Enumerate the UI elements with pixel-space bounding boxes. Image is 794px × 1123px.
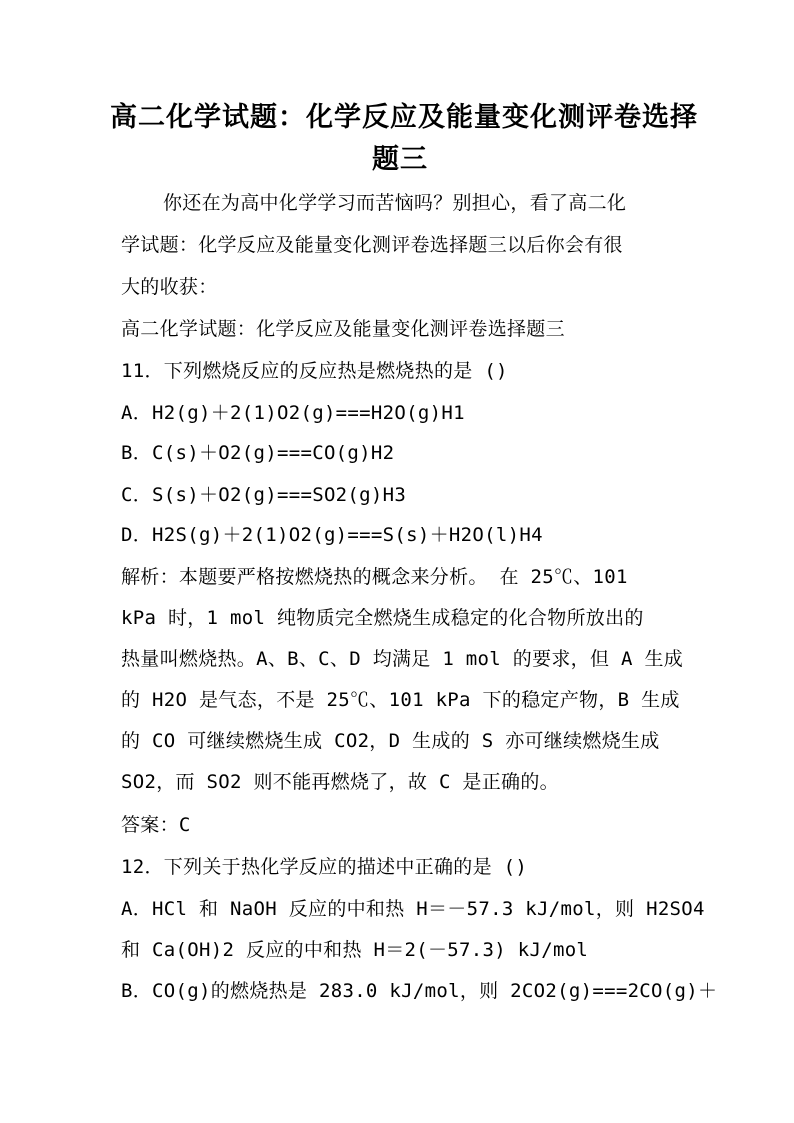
page-title-line-2: 题三 [372,144,428,175]
question-11-option-d: D．H2S(g)＋2(1)O2(g)===S(s)＋H2O(l)H4 [121,524,543,546]
analysis-line: kPa 时，1 mol 纯物质完全燃烧生成稳定的化合物所放出的 [121,607,644,629]
intro-paragraph-line: 学试题：化学反应及能量变化测评卷选择题三以后你会有很 [121,234,623,256]
analysis-line: 的 H2O 是气态，不是 25℃、101 kPa 下的稳定产物，B 生成 [121,689,680,711]
answer: 答案：C [121,814,191,836]
section-heading: 高二化学试题：化学反应及能量变化测评卷选择题三 [121,318,565,340]
question-12-option-b: B．CO(g)的燃烧热是 283.0 kJ/mol，则 2CO2(g)===2CO(g)＋ [121,980,718,1002]
question-12: 12．下列关于热化学反应的描述中正确的是 () [121,856,528,878]
question-11: 11．下列燃烧反应的反应热是燃烧热的是 () [121,360,508,382]
question-11-option-a: A．H2(g)＋2(1)O2(g)===H2O(g)H1 [121,402,465,424]
page-title-line-1: 高二化学试题：化学反应及能量变化测评卷选择 [110,102,698,133]
analysis-line: 解析：本题要严格按燃烧热的概念来分析。 在 25℃、101 [121,566,628,588]
analysis-line: SO2，而 SO2 则不能再燃烧了，故 C 是正确的。 [121,771,559,793]
analysis-line: 热量叫燃烧热。A、B、C、D 均满足 1 mol 的要求，但 A 生成 [121,648,684,670]
question-11-option-c: C．S(s)＋O2(g)===SO2(g)H3 [121,484,407,506]
analysis-line: 的 CO 可继续燃烧生成 CO2，D 生成的 S 亦可继续燃烧生成 [121,730,660,752]
intro-paragraph-line: 大的收获： [121,276,218,298]
question-12-option-a-continued: 和 Ca(OH)2 反应的中和热 H＝2(－57.3) kJ/mol [121,939,589,961]
intro-paragraph-line: 你还在为高中化学学习而苦恼吗？别担心，看了高二化 [163,192,627,214]
question-11-option-b: B．C(s)＋O2(g)===CO(g)H2 [121,442,395,464]
question-12-option-a: A．HCl 和 NaOH 反应的中和热 H＝－57.3 kJ/mol，则 H2SO4 [121,898,705,920]
